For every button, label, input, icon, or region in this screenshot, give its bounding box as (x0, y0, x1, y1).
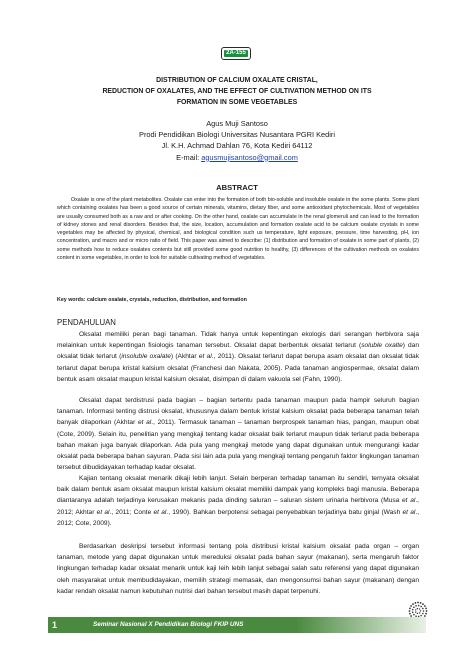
text-run: ., 1990). Bahkan berpotensi sebagai penyebabkan terjadinya batu ginjal (Wash (166, 508, 403, 516)
paragraph-text (57, 473, 419, 529)
italic-run: et al (198, 353, 212, 361)
text-run: ., 2012; Cote, 2009). (57, 508, 420, 527)
text-run: ) (Akhtar (170, 353, 199, 361)
title-line: DISTRIBUTION OF CALCIUM OXALATE CRISTAL, (156, 77, 318, 84)
text-run: ., 2011). Termasuk tanaman – tanaman berprospek tanaman hias, pangan, maupun obat (Cote, 2009). Selain itu, penelitian yang mengkaji tentang kadar oksalat baik terlarut maupun tidak terlarut pada beberapa bahan makan juga banyak dilaporkan. Ada pula yang mengkaji metode yang dapat digunakan untuk mengurangi kadar oksalat pada beberapa bahan sayuran. Pada sisi lain ada pula yang mengkaji tentang pengaruh faktor lingkungan tanaman tersebut dibudidayakan terhadap kadar oksalat. (57, 419, 420, 472)
italic-run: et al (96, 508, 110, 516)
intro-paragraph-1 (57, 329, 419, 385)
intro-paragraph-4 (57, 541, 419, 597)
text-run: ) dan oksalat tidak terlarut ( (57, 342, 420, 361)
italic-run: et al (137, 419, 152, 427)
footer-page-number: 1 (52, 620, 58, 630)
abstract-text: Oxalate is one of the plant metabolites. Oxalate can enter into the formation of both bio-soluble and insoluble oxalate in the some plants. Some plant which containing oxalates has been a good source of certain minerals, vitamins, dietary fiber, and some antioxidant phytochemicals. Most of vegetables are usually consumed both as a raw and or after cooking. On the other hand, oxalate can accumulate in the renal glomeruli and can lead to the formation of kidney stones and renal disorders. Besides that, the size, location, accumulation and formation oxalate acid to be calcium oxalate crystals in some vegetables may be affected by physical, chemical, and biological condition such us temperature, light exposure, pressure, time harvesting, pH, ion concentration, and macro and or micro ratio of field. This paper was aimed to describe: (1) distribution and formation of oxalate in some part of plants, (2) some methods how to reduce oxalates contents but still provided some good nutrition to healthy, (3) differences of the cultivation methods on oxalates content in some vegetables, in order to look for suitable cultivating method of vegetables. (57, 197, 419, 262)
italic-run: et al (153, 508, 167, 516)
text-run: Oksalat dapat terdistrusi pada bagian – bagian tertentu pada tanaman maupun pada hampir seluruh bagian tanaman. Informasi tenting distrusi oksalat, khususnya dalam bentuk kristal kalsium oksalat pada beberapa tanaman telah banyak dilaporkan (Akhtar (57, 397, 419, 427)
intro-paragraph-2 (57, 395, 419, 473)
paragraph-text (57, 395, 419, 473)
paper-code-badge (221, 47, 251, 60)
text-run: Berdasarkan deskripsi tersebut informasi tentang pola distribusi kristal kalsium oksalat pada organ – organ tanaman, metode yang dapat digunakan untuk mereduksi oksalat pada bahan sayur (makanan), serta mengaruh faktor lingkungan terhadap kadar oksalat menarik untuk kaji leih lebih lanjut sebagai salah satu referensi yang dapat digunakan oleh masyarakat untuk membudidayakan, memilih strategi memasak, dan mengonsumsi bahan sayur (makanan) dengan kadar rendah oksalat namun kebutuhan nutrisi dari bahan tersebut masih dapat terpenuhi. (57, 543, 419, 595)
italic-run: et al (402, 508, 416, 516)
text-run: ., 2012; Akhtar (57, 497, 419, 516)
paragraph-text (57, 541, 419, 597)
footer-conference-name: Seminar Nasional X Pendidikan Biologi FKIP UNS (93, 621, 244, 628)
title-line: FORMATION IN SOME VEGETABLES (176, 99, 298, 107)
paper-title (40, 75, 434, 109)
italic-run: soluble oxalte (361, 342, 403, 350)
abstract-body (57, 196, 419, 262)
text-run: Kajian tentang oksalat menarik dikaji lebih lanjut. Selain berperan terhadap tanaman itu sendiri, ternyata oksalat baik dalam bentuk asam oksalat maupun kristal kalsium oksalat memiliki dampak yang kompleks bagi manusia. Beberapa diantaranya adalah terjadinya kerusakan mekanis pada dinding saluran – saluran sistem urinaria herbivora (Musa (57, 475, 419, 505)
author-email-line (40, 152, 434, 163)
italic-run: et al (402, 497, 416, 505)
author-affiliation: Prodi Pendidikan Biologi Universitas Nusantara PGRI Kediri (139, 130, 335, 140)
email-link[interactable]: agusmujisantoso@gmail.com (201, 152, 298, 162)
italic-run: insoluble oxalate (121, 353, 171, 361)
text-run: Oksalat memiliki peran bagi tanaman. Tidak hanya untuk kepentingan ekologis dari serangan herbivora saja melainkan untuk kepentingan fisiologis tanaman tersebut. Oksalat dapat berbentuk oksalat terlarut ( (57, 331, 419, 350)
paper-code-label: 2A-155 (224, 50, 248, 57)
keywords: Key words: calcium oxalate, crystals, reduction, distribution, and formation (57, 297, 247, 303)
section-heading-pendahuluan: PENDAHULUAN (57, 318, 116, 327)
text-run: ., 2011; Conte (109, 508, 154, 516)
title-line: REDUCTION OF OXALATES, AND THE EFFECT OF CULTIVATION METHOD ON ITS (102, 88, 372, 96)
intro-paragraph-3 (57, 473, 419, 529)
author-address: Jl. K.H. Achmad Dahlan 76, Kota Kediri 64112 (161, 141, 313, 151)
footer-bar-fade (296, 617, 426, 633)
author-name: Agus Muji Santoso (206, 119, 268, 128)
email-label: E-mail: (176, 152, 202, 162)
paragraph-text (57, 329, 419, 385)
author-block (40, 118, 434, 163)
text-run: ., 2011). Oksalat terlarut dapat berupa asam oksalat dan oksalat tidak terlarut dapat berupa kristal kalsium oksalat (Franchesi dan Nakata, 2005). Pada tanaman angiospermae, oksalat dalam bentuk asam oksalat maupun kristal kalsium oksalat, disimpan di dalam vakuola sel (Fahn, 1990). (57, 353, 420, 383)
abstract-heading: ABSTRACT (216, 183, 258, 192)
